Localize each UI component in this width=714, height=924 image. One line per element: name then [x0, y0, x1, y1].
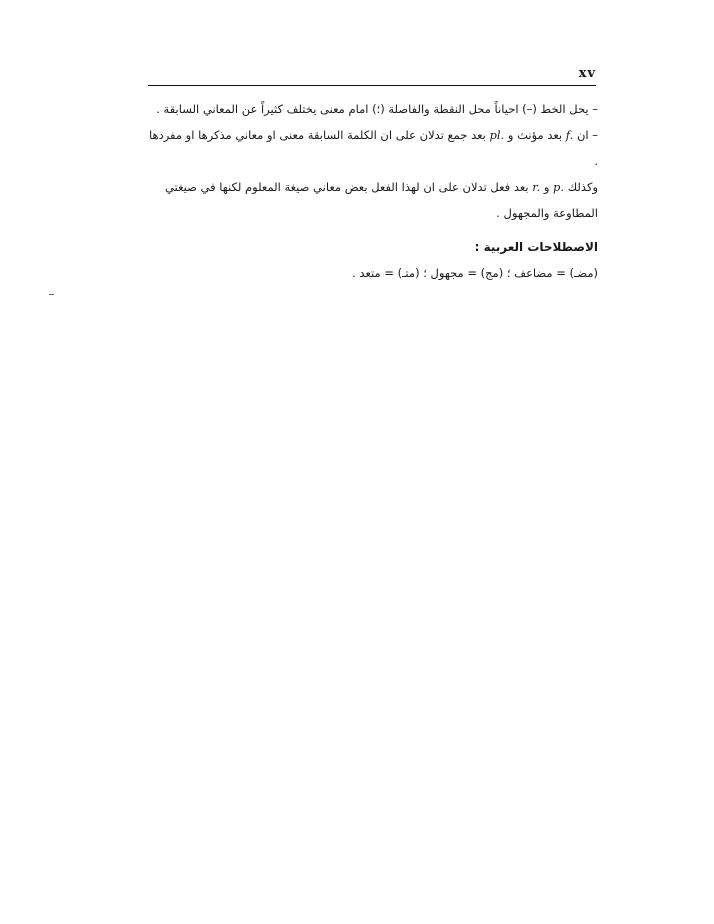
note-text: بعد جمع تدلان على ان الكلمة السابقة معنى او معاني مذكرها او مفردها .: [149, 128, 598, 168]
note-text: بعد فعل تدلان على ان لهذا الفعل بعض معاني صيغة المعلوم لكنها في صيغتي المطاوعة والمجهول .: [165, 180, 598, 220]
note-line-verb-forms: [146, 174, 598, 226]
page-number: xv: [578, 66, 596, 81]
arabic-terms-heading: الاصطلاحات العربية :: [474, 240, 598, 254]
note-line-gender-number: [146, 122, 598, 174]
scan-mark: [49, 294, 54, 295]
note-text: – ان: [576, 128, 598, 142]
note-text: بعد مؤنث و: [507, 128, 563, 142]
abbrev-reflexive: r.: [532, 180, 541, 194]
note-line-dash: – يحل الخط (–) احياناً محل النقطة والفاصلة (؛) امام معنى يختلف كثيراً عن المعاني السابقة .: [156, 102, 598, 116]
abbrev-feminine: f.: [565, 128, 574, 142]
arabic-terms-definitions: (مضـ) = مضاعف ؛ (مج) = مجهول ؛ (متـ) = متعد .: [352, 266, 598, 280]
note-text: وكذلك: [567, 180, 598, 194]
abbrev-plural: pl.: [489, 128, 505, 142]
abbrev-passive: p.: [553, 180, 565, 194]
page-body: [146, 96, 598, 286]
note-text: و: [543, 180, 550, 194]
header-rule: [148, 85, 596, 86]
